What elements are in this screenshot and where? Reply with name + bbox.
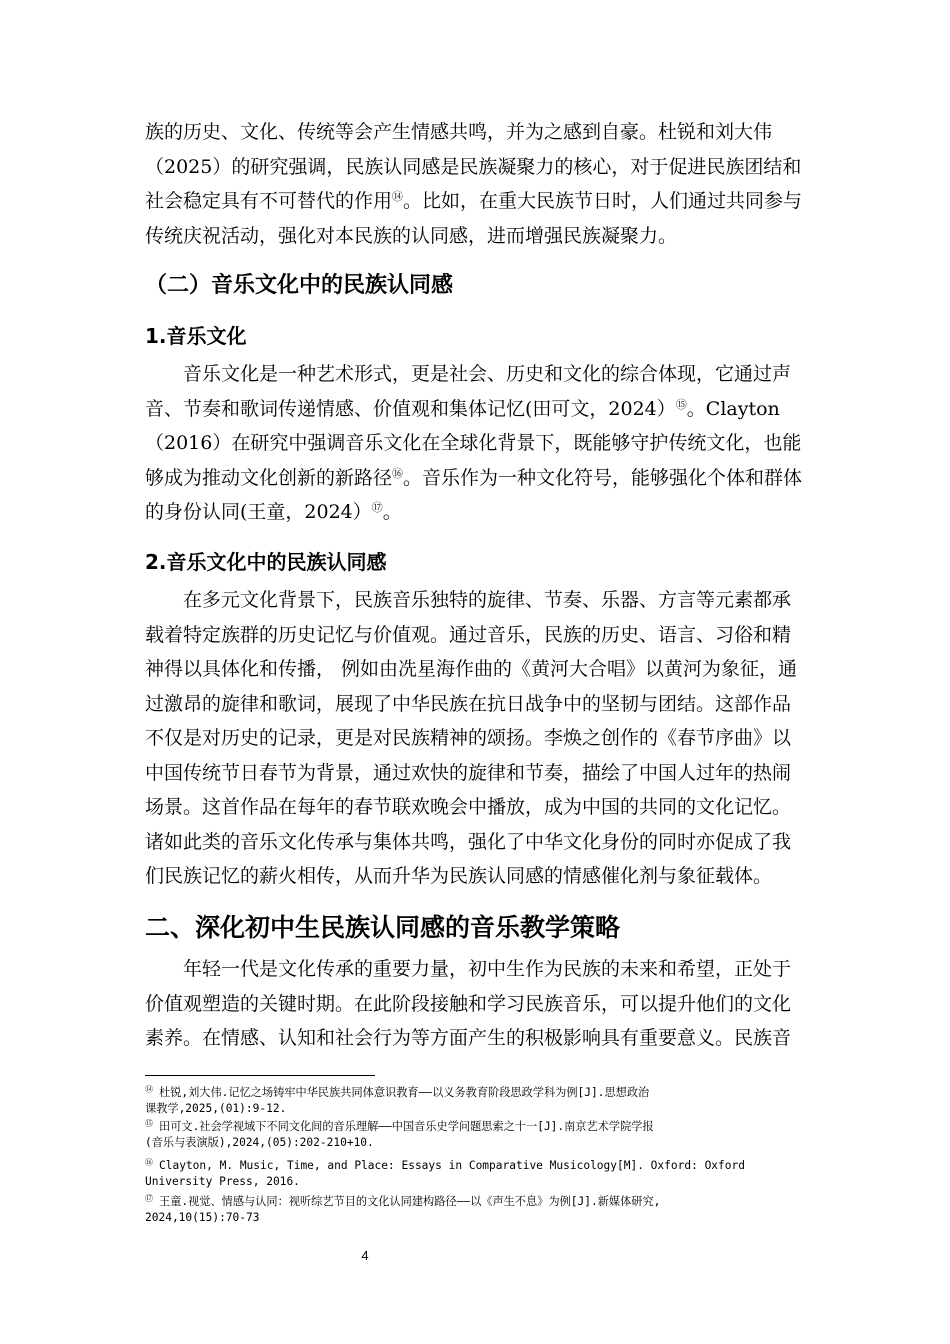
text-line: 的身份认同(王童，2024）⑰。 <box>145 501 402 523</box>
text-line: 社会稳定具有不可替代的作用⑭。比如，在重大民族节日时，人们通过共同参与 <box>145 190 803 212</box>
footnote-text: 王童.视觉、情感与认同：视听综艺节目的文化认同建构路径——以《声生不息》为例[J].新媒体研究, <box>159 1195 661 1208</box>
footnote-17 <box>145 1194 809 1226</box>
text-line: 场景。这首作品在每年的春节联欢晚会中播放，成为中国的共同的文化记忆。 <box>145 796 792 818</box>
footnote-mark: ⑰ <box>145 1194 153 1203</box>
text-line: 年轻一代是文化传承的重要力量，初中生作为民族的未来和希望，正处于 <box>183 958 792 980</box>
footnote-mark: ⑭ <box>145 1085 153 1094</box>
text-line: 传统庆祝活动，强化对本民族的认同感，进而增强民族凝聚力。 <box>145 224 678 247</box>
footnote-mark: ⑯ <box>145 1158 153 1167</box>
page-number: 4 <box>361 1248 369 1263</box>
paragraph-continued <box>145 115 807 253</box>
section-heading: （二）音乐文化中的民族认同感 <box>145 273 454 298</box>
footnote-text: (音乐与表演版),2024,(05):202-210+10. <box>145 1136 374 1149</box>
text-line: 音、节奏和歌词传递情感、价值观和集体记忆(田可文，2024）⑮。Clayton <box>145 397 780 420</box>
subsection-heading: 2.音乐文化中的民族认同感 <box>145 550 387 574</box>
text-line: 们民族记忆的薪火相传，从而升华为民族认同感的情感催化剂与象征载体。 <box>145 865 773 887</box>
footnote-14 <box>145 1085 809 1117</box>
footnote-divider <box>145 1075 375 1076</box>
text-line: 素养。在情感、认知和社会行为等方面产生的积极影响具有重要意义。民族音 <box>145 1027 792 1049</box>
footnote-text: 2024,10(15):70-73 <box>145 1211 260 1224</box>
text-line: 价值观塑造的关键时期。在此阶段接触和学习民族音乐，可以提升他们的文化 <box>145 992 792 1015</box>
footnote-mark: ⑮ <box>145 1119 153 1128</box>
text-line: 音乐文化是一种艺术形式，更是社会、历史和文化的综合体现，它通过声 <box>183 363 792 385</box>
paragraph-teaching <box>145 952 807 1056</box>
footnote-text: University Press, 2016. <box>145 1175 300 1188</box>
footnote-text: Clayton, M. Music, Time, and Place: Essays in Comparative Musicology[M]. Oxford: Oxford <box>159 1159 745 1172</box>
text-line: 中国传统节日春节为背景，通过欢快的旋律和节奏，描绘了中国人过年的热闹 <box>145 761 792 784</box>
footnote-16 <box>145 1158 809 1190</box>
text-line: （2016）在研究中强调音乐文化在全球化背景下，既能够守护传统文化，也能 <box>145 432 802 454</box>
text-line: 够成为推动文化创新的新路径⑯。音乐作为一种文化符号，能够强化个体和群体 <box>145 466 803 489</box>
footnote-15 <box>145 1119 809 1151</box>
text-line: 族的历史、文化、传统等会产生情感共鸣，并为之感到自豪。杜锐和刘大伟 <box>145 121 773 143</box>
text-line: 神得以具体化和传播， 例如由冼星海作曲的《黄河大合唱》以黄河为象征，通 <box>145 658 798 680</box>
text-line: 诸如此类的音乐文化传承与集体共鸣，强化了中华文化身份的同时亦促成了我 <box>145 830 792 853</box>
footnote-text: 田可文.社会学视域下不同文化间的音乐理解——中国音乐史学问题思索之十一[J].南京艺术学院学报 <box>159 1120 654 1133</box>
footnote-text: 课教学,2025,(01):9-12. <box>145 1102 287 1115</box>
subsection-heading: 1.音乐文化 <box>145 324 247 348</box>
footnote-ref-15[interactable]: ⑮ <box>675 397 687 411</box>
footnote-text: 杜锐,刘大伟.记忆之场铸牢中华民族共同体意识教育——以义务教育阶段思政学科为例[J].思想政治 <box>159 1086 650 1099</box>
footnote-ref-17[interactable]: ⑰ <box>371 501 383 514</box>
chapter-heading: 二、深化初中生民族认同感的音乐教学策略 <box>145 913 621 942</box>
text-line: 过激昂的旋律和歌词，展现了中华民族在抗日战争中的坚韧与团结。这部作品 <box>145 692 792 715</box>
paragraph-music-culture <box>145 357 807 530</box>
text-line: 在多元文化背景下，民族音乐独特的旋律、节奏、乐器、方言等元素都承 <box>183 589 792 611</box>
footnote-ref-16[interactable]: ⑯ <box>392 466 404 480</box>
paragraph-ethnic-identity <box>145 583 807 894</box>
text-line: 载着特定族群的历史记忆与价值观。通过音乐，民族的历史、语言、习俗和精 <box>145 623 792 646</box>
text-line: （2025）的研究强调，民族认同感是民族凝聚力的核心，对于促进民族团结和 <box>145 155 802 178</box>
text-line: 不仅是对历史的记录，更是对民族精神的颂扬。李焕之创作的《春节序曲》以 <box>145 727 792 749</box>
footnote-ref-14[interactable]: ⑭ <box>392 190 404 203</box>
